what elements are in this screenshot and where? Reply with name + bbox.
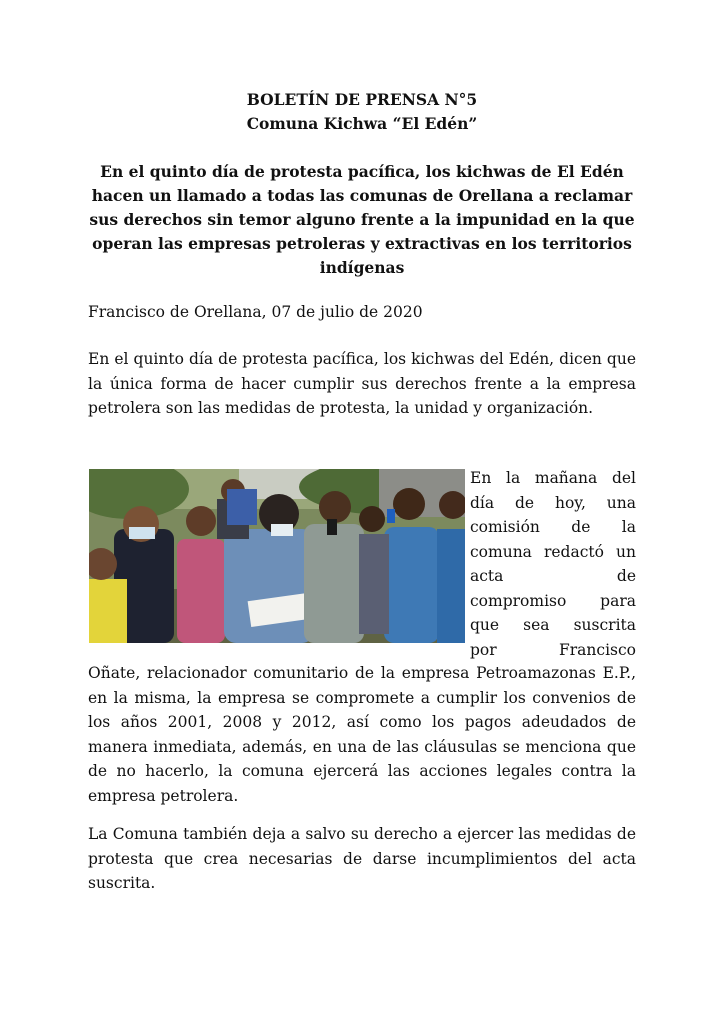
dateline: Francisco de Orellana, 07 de julio de 2020	[88, 303, 423, 321]
protest-photo	[89, 469, 465, 643]
text-line: día de hoy, una	[470, 493, 636, 512]
text-line: por Francisco	[470, 640, 636, 659]
paragraph-closing: La Comuna también deja a salvo su derecho a ejercer las medidas de protesta que crea necesarias de darse incumplimientos del acta suscrita.	[88, 825, 636, 892]
text-line: acta de	[470, 567, 636, 585]
text-line: comuna redactó un	[470, 542, 636, 561]
paragraph-agreement: Oñate, relacionador comunitario de la empresa Petroamazonas E.P., en la misma, la empresa se compromete a cumplir los convenios de los años 2001, 2008 y 2012, así como los pagos adeudados de manera inmediata, además, en una de las cláusulas se menciona que de no hacerlo, la comuna ejercerá las acciones legales contra la empresa petrolera.	[88, 664, 636, 805]
paragraph-intro: En el quinto día de protesta pacífica, los kichwas del Edén, dicen que la única forma de hacer cumplir sus derechos frente a la empresa petrolera son las medidas de protesta, la unidad y organización.	[88, 350, 636, 417]
text-line: comisión de la	[470, 518, 636, 536]
text-line: En la mañana del	[470, 469, 636, 487]
text-line: compromiso para	[470, 591, 636, 610]
headline: En el quinto día de protesta pacífica, los kichwas de El Edén hacen un llamado a todas las comunas de Orellana a reclamar sus derechos sin temor alguno frente a la impunidad en la que operan las empresas petroleras y extractivas en los territorios indígenas	[89, 162, 635, 277]
text-line: que sea suscrita	[470, 616, 636, 634]
paragraph-photo-side	[470, 466, 636, 662]
bulletin-title: BOLETÍN DE PRENSA N°5	[246, 90, 478, 109]
bulletin-subtitle: Comuna Kichwa “El Edén”	[246, 114, 478, 133]
